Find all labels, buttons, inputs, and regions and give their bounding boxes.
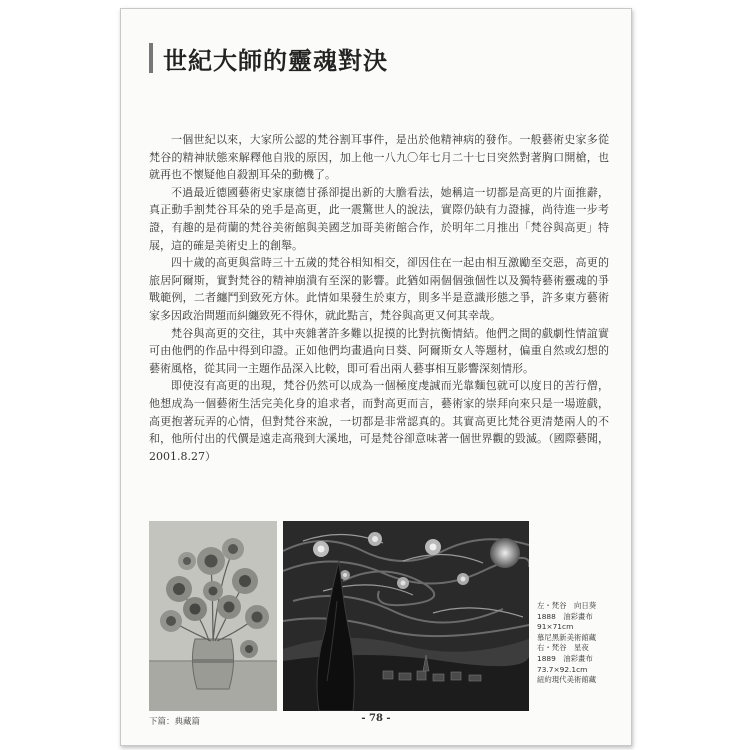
caption-line: 左・梵谷 向日葵 [537,601,597,610]
page-number: - 78 - [361,713,391,724]
caption-line: 1889 油彩畫布 [537,653,593,663]
paragraph-2: 不過最近德國藝術史家康德甘孫卻提出新的大膽看法，她稱這一切都是高更的片面推辭，真正動手割梵谷耳朵的兇手是高更，此一震驚世人的說法，實際仍缺有力證據，尚待進一步考證，有趣的是荷蘭的梵谷美術館與美國芝加哥美術館合作，於明年二月推出「梵谷與高更」特展，這的確是美術史上的創舉。 [149,185,609,252]
title-accent-bar [149,43,153,73]
sunflowers-painting [149,521,277,711]
figure-caption [537,601,615,686]
caption-line: 慕尼黑新美術館藏 [537,632,597,642]
article-body [149,131,609,465]
caption-line: 右・梵谷 星夜 [537,643,589,653]
paragraph-3: 四十歲的高更與當時三十五歲的梵谷相知相交，卻因住在一起由相互激勵至交惡，高更的旅居阿爾斯，實對梵谷的精神崩潰有至深的影響。此猶如兩個個強個性以及獨特藝術靈魂的爭戰範例，二者纏鬥到致死方休。此情如果發生於東方，則多半是意識形態之爭，許多東方藝術家多因政治問題而糾纏致死不得休，就此點言，梵谷與高更又何其幸哉。 [149,256,609,322]
caption-line: 1888 油彩畫布 [537,611,593,621]
paragraph-4: 梵谷與高更的交往，其中夾雜著許多難以捉摸的比對抗衡情結。他們之間的戲劇性情誼實可由他們的作品中得到印證。正如他們均畫過向日葵、阿爾斯女人等題材，偏重自然或幻想的藝術風格，從其同一主題作品深入比較，即可看出兩人藝事相互影響深刻情形。 [149,326,609,375]
caption-line: 91×71cm [537,622,574,632]
caption-line: 73.7×92.1cm [537,664,588,674]
chapter-heading [149,43,388,73]
caption-line: 紐約現代美術館藏 [537,675,597,685]
book-page [120,8,632,746]
starry-night-painting [283,521,529,711]
paragraph-1: 一個世紀以來，大家所公認的梵谷割耳事件，是出於他精神病的發作。一般藝術史家多從梵谷的精神狀態來解釋他自戕的原因，加上他一八九〇年七月二十七日突然對著胸口開槍，也就再也不懷疑他自殺割耳朵的動機了。 [149,133,609,182]
paragraph-5: 即使沒有高更的出現，梵谷仍然可以成為一個極度虔誠而光靠麵包就可以度日的苦行僧，他想成為一個藝術生活完美化身的追求者，而對高更而言，藝術家的崇拜向來只是一場遊戲，高更抱著玩弄的心情，但對梵谷來說，一切都是非常認真的。其實高更比梵谷更清楚兩人的不和，他所付出的代價是遠走高飛到大溪地，可是梵谷卻意味著一個世界觀的毀滅。（國際藝聞，2001.8.27） [149,379,609,463]
figure-block [149,521,611,711]
chapter-title: 世紀大師的靈魂對決 [163,45,388,75]
section-label: 下篇：典藏篇 [149,717,201,727]
